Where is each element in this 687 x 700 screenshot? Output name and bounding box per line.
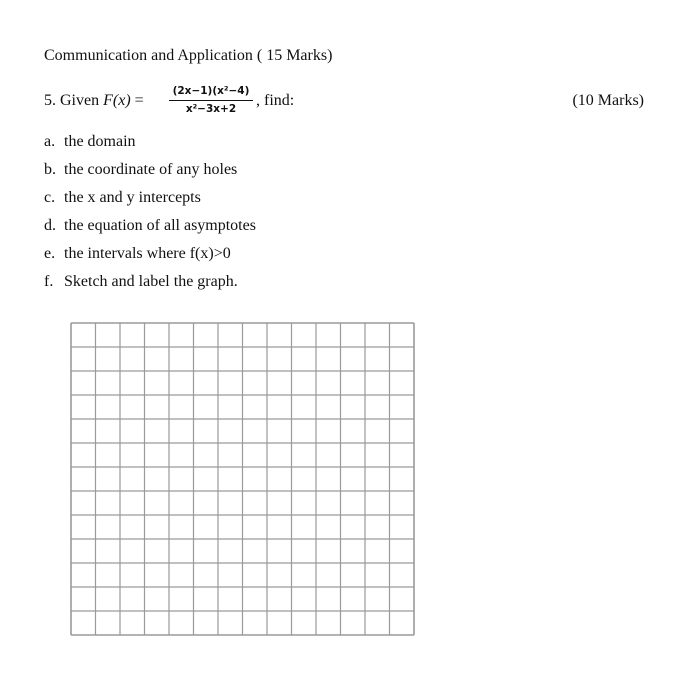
- item-marker: c.: [44, 189, 56, 206]
- item-text: Sketch and label the graph.: [64, 273, 238, 290]
- item-marker: d.: [44, 217, 56, 234]
- question-suffix: , find:: [256, 92, 295, 109]
- item-text: the x and y intercepts: [64, 189, 201, 206]
- equals-sign: =: [130, 92, 144, 109]
- item-d: [44, 217, 256, 235]
- item-b: [44, 161, 237, 179]
- item-marker: e.: [44, 245, 56, 262]
- grid-svg: [70, 322, 415, 636]
- question-prefix: [44, 92, 144, 110]
- item-marker: a.: [44, 133, 56, 150]
- item-text: the coordinate of any holes: [64, 161, 238, 178]
- item-marker: b.: [44, 161, 56, 178]
- item-e: [44, 245, 231, 263]
- graph-grid: [70, 322, 415, 636]
- function-name: F(x): [103, 92, 131, 109]
- fraction-numerator: (2x−1)(x²−4): [172, 85, 250, 97]
- question-number: 5. Given: [44, 92, 104, 109]
- item-c: [44, 189, 201, 207]
- fraction-bar: [169, 100, 253, 101]
- function-fraction: [169, 84, 253, 117]
- item-text: the intervals where f(x)>0: [64, 245, 231, 262]
- question-marks: (10 Marks): [572, 92, 644, 109]
- item-text: the domain: [64, 133, 136, 150]
- item-marker: f.: [44, 273, 54, 290]
- fraction-denominator: x²−3x+2: [185, 103, 237, 115]
- item-f: [44, 273, 238, 291]
- item-text: the equation of all asymptotes: [64, 217, 256, 234]
- question-5: [44, 84, 644, 120]
- section-heading: Communication and Application ( 15 Marks): [44, 47, 333, 64]
- item-a: [44, 133, 136, 151]
